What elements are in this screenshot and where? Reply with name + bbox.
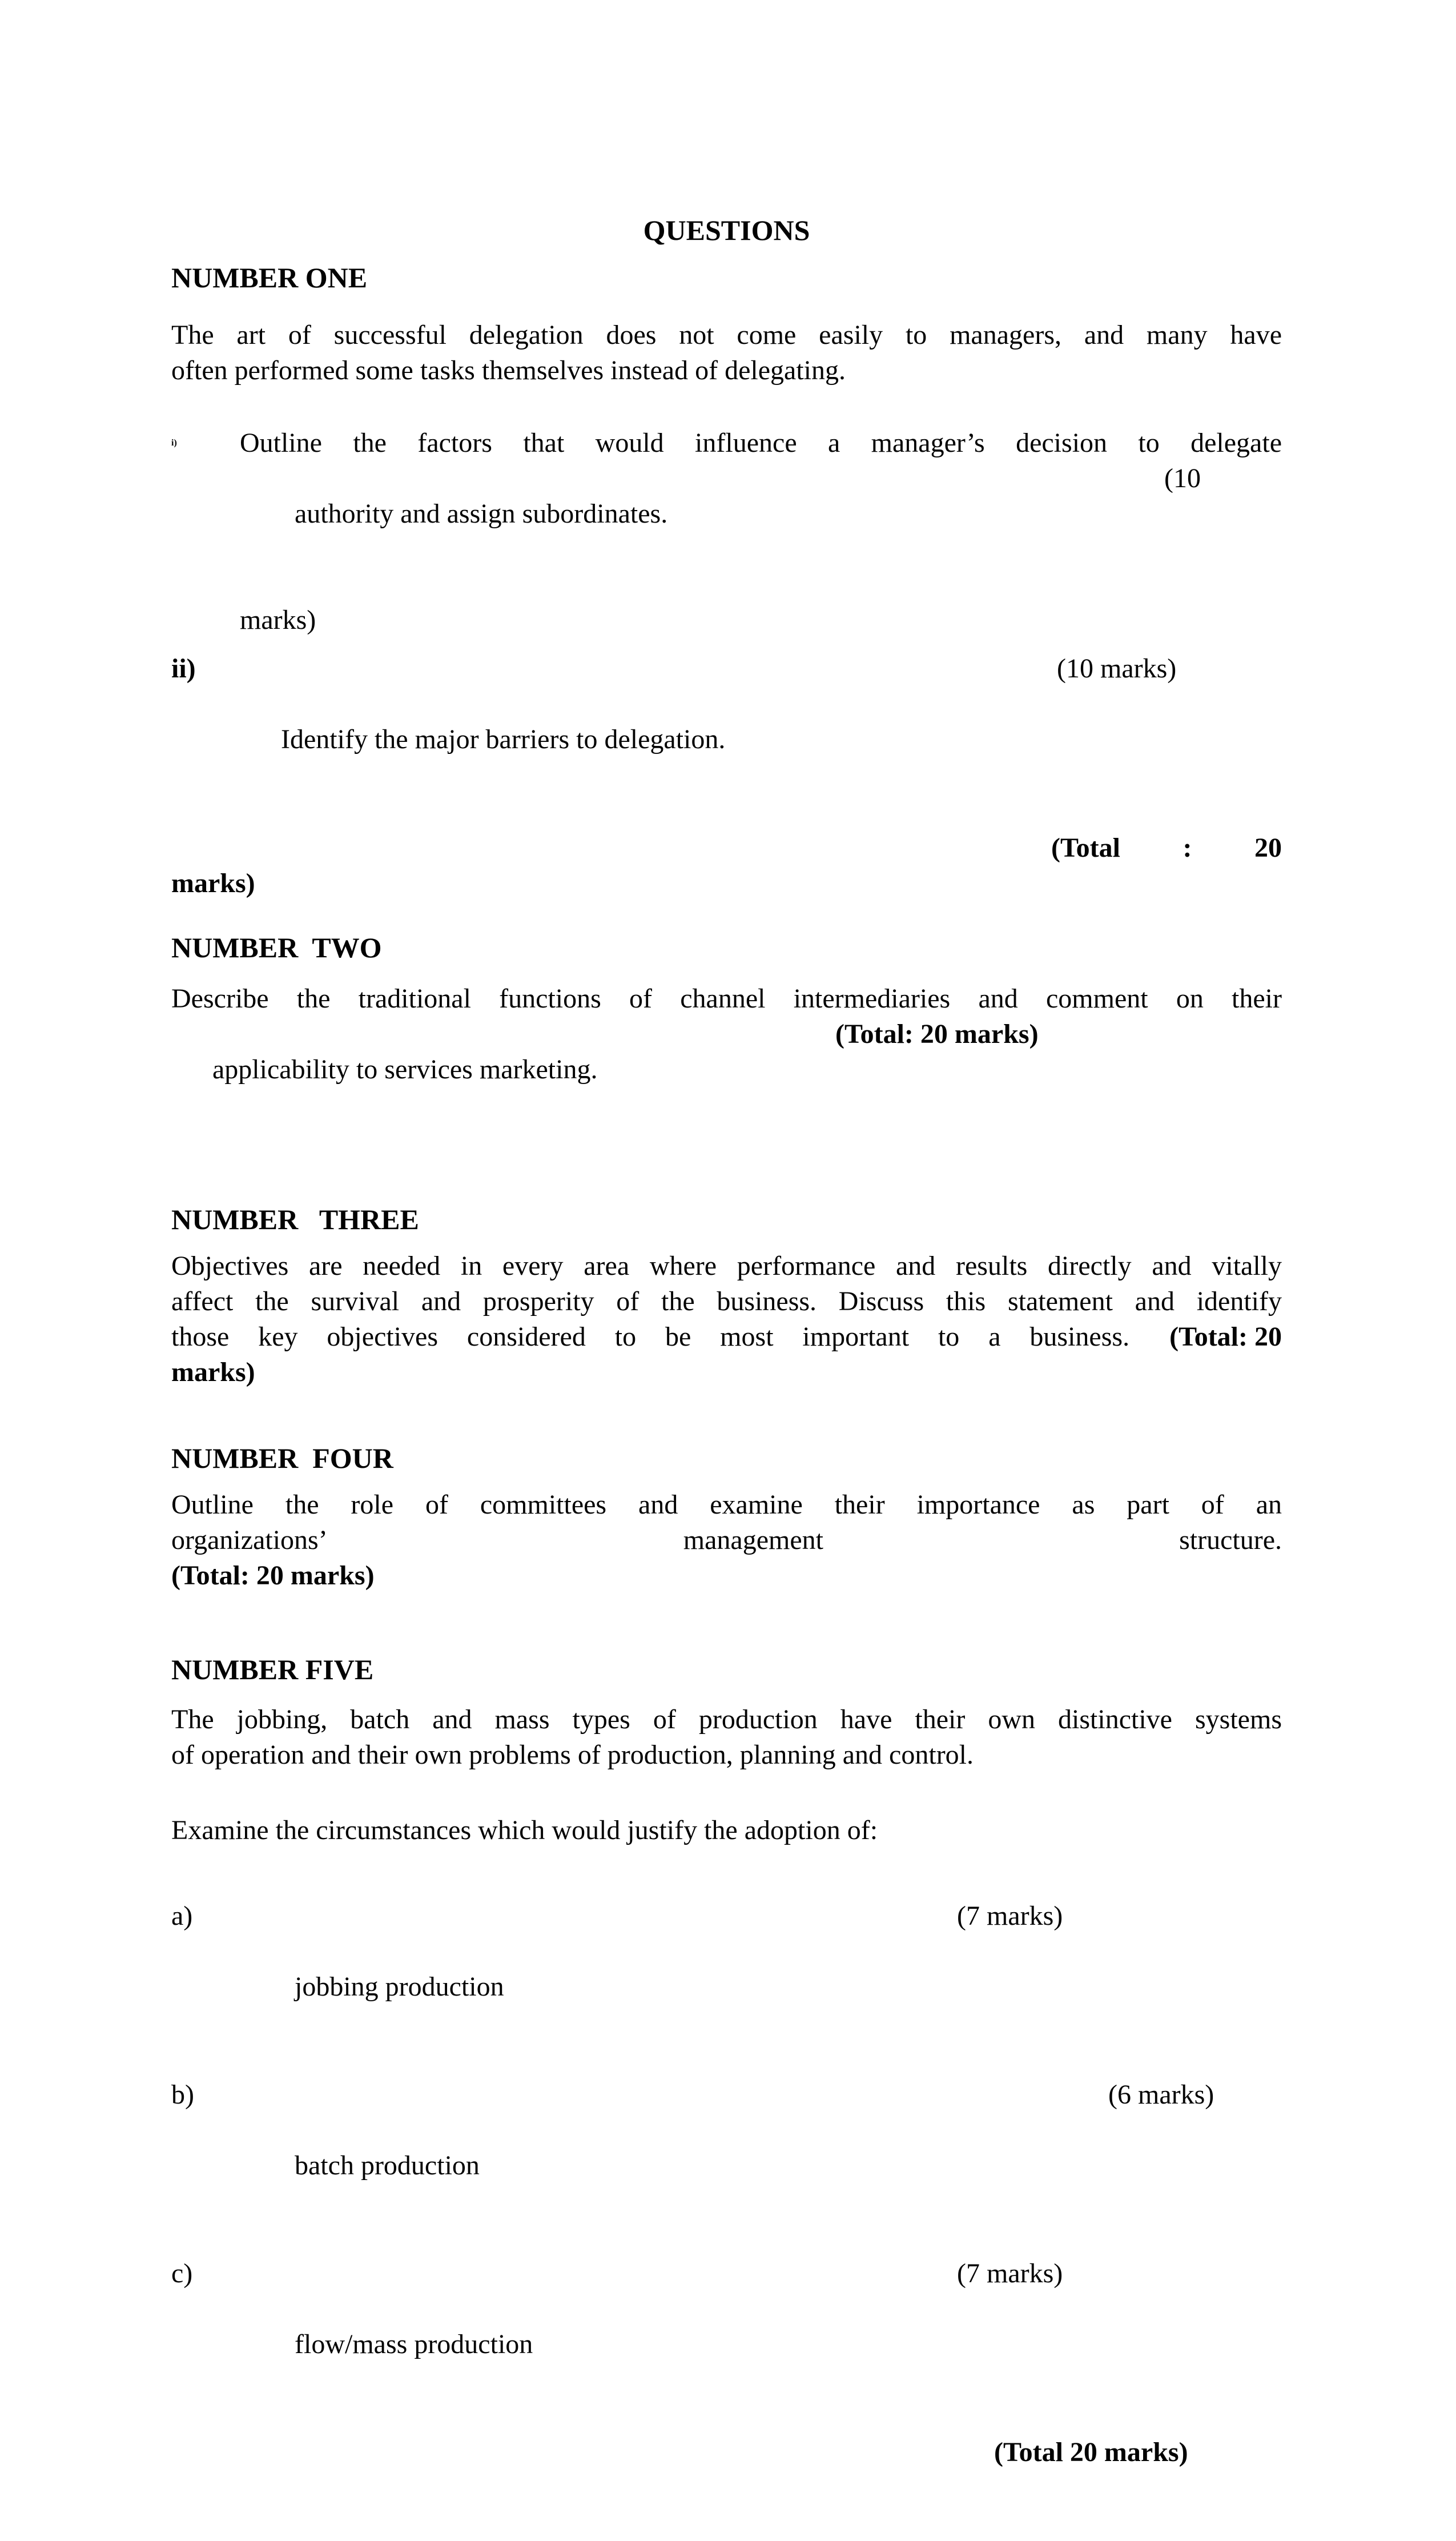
marks-label: (10 marks) — [1057, 653, 1177, 684]
section-one-heading: NUMBER ONE — [171, 262, 368, 294]
total-label: (Total: 20 marks) — [171, 1560, 375, 1591]
section-number-five — [171, 1652, 1282, 2541]
total-label: (Total 20 marks) — [994, 2437, 1188, 2467]
page-title: QUESTIONS — [643, 214, 810, 246]
marks-label: (6 marks) — [1108, 2080, 1214, 2110]
list-marker-b: b) — [171, 2080, 194, 2110]
total-line — [1051, 830, 1282, 866]
total-line-continuation: marks) — [171, 1357, 255, 1387]
section-five-heading: NUMBER FIVE — [171, 1653, 374, 1685]
total-open: (Total — [1051, 833, 1120, 863]
paragraph-text: those key objectives considered to be most important to a business. — [171, 1322, 1130, 1352]
paragraph-line — [171, 1017, 1282, 1158]
list-marker-i: i) — [171, 438, 177, 448]
paragraph-text: applicability to services marketing. — [212, 1054, 598, 1085]
paragraph-line: Examine the circumstances which would justify the adoption of: — [171, 1815, 878, 1845]
paragraph-line: Outline the role of committees and examine their importance as part of an — [171, 1490, 1282, 1520]
section-three-heading: NUMBER THREE — [171, 1203, 419, 1235]
paragraph-line: Describe the traditional functions of channel intermediaries and comment on their — [171, 984, 1282, 1014]
paragraph-word: structure. — [1179, 1525, 1282, 1555]
list-item-text: jobbing production — [295, 1972, 504, 2002]
list-item-i — [171, 425, 1282, 638]
list-item-line — [240, 461, 1282, 603]
total-label: (Total: 20 marks) — [835, 1019, 1039, 1049]
section-number-two — [171, 930, 1282, 1158]
paragraph-word: management — [683, 1525, 823, 1555]
section-number-four — [171, 1440, 1282, 1593]
list-item-b — [171, 2077, 1282, 2254]
total-colon: : — [1183, 833, 1192, 863]
marks-label-wrapped: marks) — [240, 605, 316, 635]
total-value: 20 — [1254, 833, 1282, 863]
list-item-text: batch production — [295, 2150, 480, 2181]
total-label: (Total: 20 — [1169, 1322, 1282, 1352]
production-list — [171, 1898, 1282, 2433]
section-number-one — [171, 260, 1282, 901]
list-item-a — [171, 1898, 1282, 2076]
marks-label: (7 marks) — [957, 2258, 1063, 2289]
paragraph-word: organizations’ — [171, 1525, 328, 1555]
paragraph-line: often performed some tasks themselves instead of delegating. — [171, 355, 846, 386]
list-item-text: Identify the major barriers to delegation. — [281, 724, 726, 754]
paragraph-line: The art of successful delegation does not come easily to managers, and many have — [171, 320, 1282, 350]
list-item-ii — [171, 651, 1282, 828]
paragraph-line: The jobbing, batch and mass types of production have their own distinctive systems — [171, 1704, 1282, 1735]
total-line-continuation: marks) — [171, 868, 255, 898]
paragraph-line-justified — [171, 1523, 1282, 1558]
section-two-heading: NUMBER TWO — [171, 932, 382, 964]
marks-label: (7 marks) — [957, 1901, 1063, 1931]
paragraph-line — [171, 1319, 1282, 1355]
list-item-text: authority and assign subordinates. — [295, 499, 668, 529]
marks-label: (10 — [1164, 463, 1201, 493]
total-line — [171, 2435, 1282, 2541]
list-item-c — [171, 2256, 1282, 2433]
paragraph-line: Objectives are needed in every area where performance and results directly and vitally — [171, 1251, 1282, 1281]
section-number-three — [171, 1202, 1282, 1390]
list-item-text: flow/mass production — [295, 2329, 533, 2359]
paragraph-line: affect the survival and prosperity of the business. Discuss this statement and identify — [171, 1286, 1282, 1316]
list-marker-a: a) — [171, 1901, 193, 1931]
paragraph-line: of operation and their own problems of production, planning and control. — [171, 1740, 974, 1770]
list-item-line: Outline the factors that would influence a manager’s decision to delegate — [240, 428, 1282, 458]
section-four-heading: NUMBER FOUR — [171, 1442, 393, 1474]
list-marker-c: c) — [171, 2258, 193, 2289]
list-marker-ii: ii) — [171, 653, 196, 684]
